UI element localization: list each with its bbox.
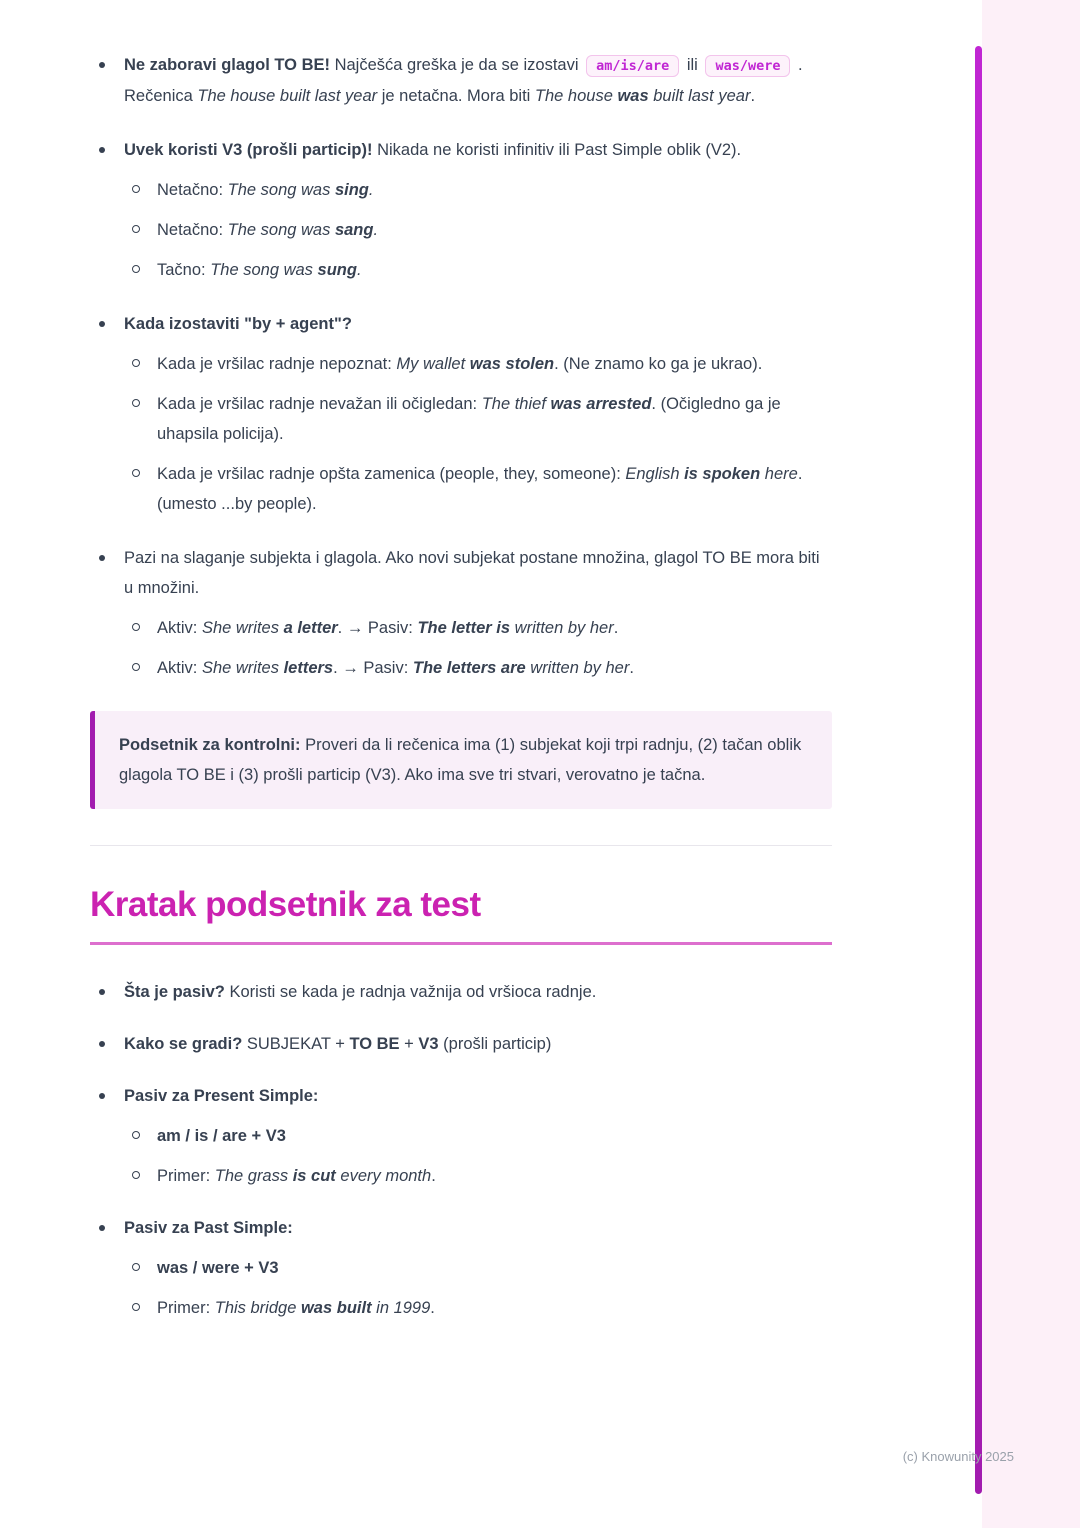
bullet-text: Primer: The grass is cut every month. xyxy=(157,1167,436,1185)
sub-bullet-item xyxy=(124,653,832,683)
bullet-text: Aktiv: She writes a letter. → Pasiv: The letter is written by her. xyxy=(157,619,619,637)
copyright-footer: (c) Knowunity 2025 xyxy=(902,1449,1014,1464)
bullet-item xyxy=(90,1081,832,1191)
bullet-text: Uvek koristi V3 (prošli particip)! Nikada ne koristi infinitiv ili Past Simple oblik (V2). xyxy=(124,141,742,159)
bullet-item xyxy=(90,50,832,111)
bullet-item xyxy=(90,543,832,683)
bullet-text: Kada je vršilac radnje nevažan ili očigledan: The thief was arrested. (Očigledno ga je uhapsila policija). xyxy=(157,395,781,443)
bullet-text: am / is / are + V3 xyxy=(157,1127,286,1145)
bullet-text: Kada je vršilac radnje opšta zamenica (people, they, someone): English is spoken here. (umesto ...by people). xyxy=(157,465,803,513)
bullet-text: Aktiv: She writes letters. → Pasiv: The letters are written by her. xyxy=(157,659,634,677)
sub-bullet-item xyxy=(124,613,832,643)
bullet-text: Pasiv za Present Simple: xyxy=(124,1087,319,1105)
sub-bullet-item xyxy=(124,1121,832,1151)
bullet-item xyxy=(90,1213,832,1323)
sub-bullet-item xyxy=(124,255,832,285)
sub-bullet-item xyxy=(124,1253,832,1283)
bullet-text: Netačno: The song was sang. xyxy=(157,221,379,239)
bullet-item xyxy=(90,135,832,285)
sub-list xyxy=(124,613,832,683)
bullet-item xyxy=(90,309,832,519)
sub-list xyxy=(124,175,832,285)
sub-bullet-item xyxy=(124,215,832,245)
bullet-text: Netačno: The song was sing. xyxy=(157,181,374,199)
bullet-text: Kada je vršilac radnje nepoznat: My wallet was stolen. (Ne znamo ko ga je ukrao). xyxy=(157,355,763,373)
sub-list xyxy=(124,1253,832,1323)
bullet-text: was / were + V3 xyxy=(157,1259,279,1277)
sub-list xyxy=(124,1121,832,1191)
sub-bullet-item xyxy=(124,1161,832,1191)
section-divider xyxy=(90,845,832,846)
bullet-text: Pazi na slaganje subjekta i glagola. Ako novi subjekat postane množina, glagol TO BE mora biti u množini. xyxy=(124,549,820,597)
reminder-callout xyxy=(90,711,832,809)
section-heading: Kratak podsetnik za test xyxy=(90,884,832,945)
sub-bullet-item xyxy=(124,1293,832,1323)
bullet-text: Tačno: The song was sung. xyxy=(157,261,362,279)
summary-list xyxy=(90,977,832,1323)
notes-list xyxy=(90,50,832,683)
sub-bullet-item xyxy=(124,389,832,449)
sub-list xyxy=(124,349,832,519)
bullet-text: Pasiv za Past Simple: xyxy=(124,1219,293,1237)
document-content xyxy=(90,50,832,1345)
vertical-accent-bar xyxy=(975,46,982,1494)
bullet-text: Kako se gradi? SUBJEKAT + TO BE + V3 (prošli particip) xyxy=(124,1035,552,1053)
bullet-text: Šta je pasiv? Koristi se kada je radnja važnija od vršioca radnje. xyxy=(124,983,597,1001)
bullet-text: Primer: This bridge was built in 1999. xyxy=(157,1299,435,1317)
bullet-text: Ne zaboravi glagol TO BE! Najčešća greška je da se izostavi am/is/are ili was/were . Rečenica The house built last year je netačna. Mora biti The house was built last year. xyxy=(124,56,803,105)
callout-text: Podsetnik za kontrolni: Proveri da li rečenica ima (1) subjekat koji trpi radnju, (2) tačan oblik glagola TO BE i (3) prošli particip (V3). Ako ima sve tri stvari, verovatno je tačna. xyxy=(119,736,802,784)
bullet-item xyxy=(90,977,832,1007)
bullet-text: Kada izostaviti "by + agent"? xyxy=(124,315,352,333)
sub-bullet-item xyxy=(124,349,832,379)
sub-bullet-item xyxy=(124,459,832,519)
right-margin-panel xyxy=(982,0,1080,1528)
bullet-item xyxy=(90,1029,832,1059)
sub-bullet-item xyxy=(124,175,832,205)
